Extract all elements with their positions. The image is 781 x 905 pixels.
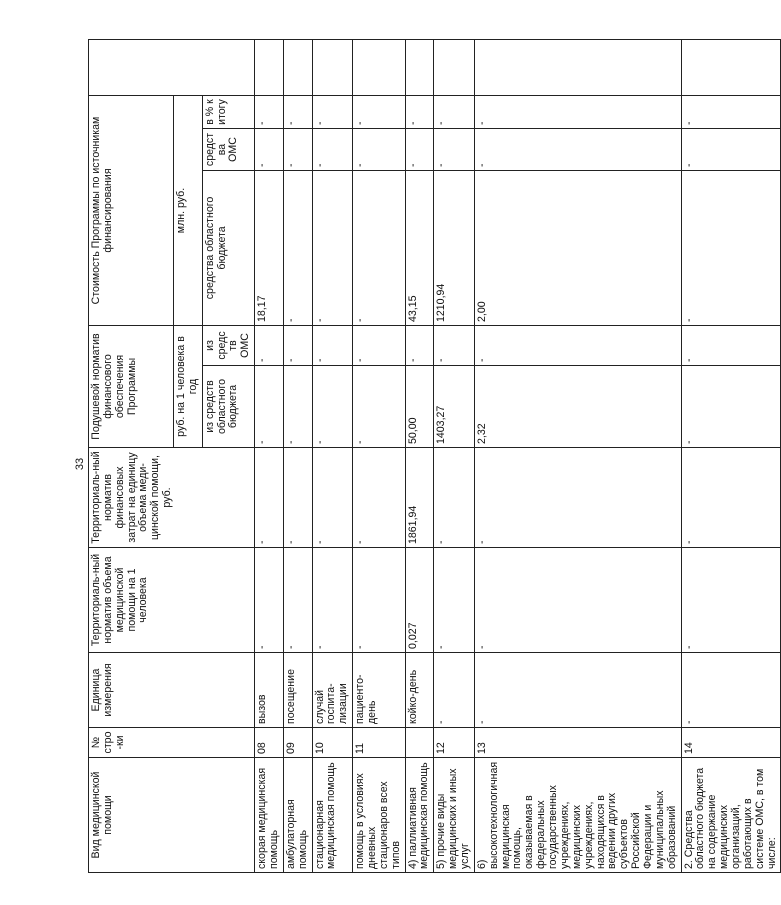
rotated-table-container	[88, 40, 778, 873]
cell-norm-volume: 0,027	[405, 548, 434, 653]
cell-cost-budget: -	[312, 171, 353, 326]
cell-row-no: 14	[681, 728, 781, 758]
cell-pc-budget: 50,00	[405, 366, 434, 448]
table-row	[474, 39, 681, 872]
table-row	[681, 39, 781, 872]
table-row	[405, 39, 434, 872]
cell-cost-oms: -	[681, 129, 781, 171]
cell-pc-oms: -	[405, 326, 434, 366]
cell-cost-oms: -	[405, 129, 434, 171]
cell-cost-budget: 18,17	[255, 171, 284, 326]
cell-spare	[434, 39, 475, 95]
cell-row-no	[405, 728, 434, 758]
cell-cost-pct: -	[312, 95, 353, 128]
cell-kind: помощь в условиях дневных стационаров всех типов	[353, 758, 405, 873]
cell-spare	[312, 39, 353, 95]
header-norm-cost: Территориаль-ный норматив финансовых затрат на единицу объема меди-цинской помощи, руб.	[89, 448, 255, 548]
header-spare	[89, 39, 255, 95]
header-kind: Вид медицинской помощи	[89, 758, 255, 873]
cell-cost-budget: -	[353, 171, 405, 326]
cell-pc-budget: 1403,27	[434, 366, 475, 448]
cell-unit: случай госпита-лизации	[312, 653, 353, 728]
cell-norm-volume: -	[353, 548, 405, 653]
cell-kind: 6) высокотехнологичная медицинская помощь, оказываемая в федеральных государственных учреждениях, медицинских учреждениях, находящихся в ведении других субъектов Российской Федерации и муниципальных образований	[474, 758, 681, 873]
cell-cost-pct: -	[681, 95, 781, 128]
cell-norm-volume: -	[283, 548, 312, 653]
cell-cost-oms: -	[474, 129, 681, 171]
table-row	[312, 39, 353, 872]
header-cost-budget: средства областного бюджета	[202, 171, 254, 326]
cell-row-no: 10	[312, 728, 353, 758]
table-row	[353, 39, 405, 872]
cell-cost-oms: -	[353, 129, 405, 171]
cell-kind: 2. Средства областного бюджета на содержание медицинских организаций, работающих в системе ОМС, в том числе:	[681, 758, 781, 873]
cell-kind: стационарная медицинская помощь	[312, 758, 353, 873]
cell-norm-cost: -	[283, 448, 312, 548]
cell-norm-cost: 1861,94	[405, 448, 434, 548]
cell-row-no: 11	[353, 728, 405, 758]
table-row	[255, 39, 284, 872]
cell-row-no: 08	[255, 728, 284, 758]
cell-pc-oms: -	[681, 326, 781, 366]
cell-pc-oms: -	[353, 326, 405, 366]
header-cost: Стоимость Программы по источникам финансирования	[89, 95, 174, 325]
program-cost-table	[88, 39, 781, 873]
cell-unit: -	[681, 653, 781, 728]
cell-cost-budget: 2,00	[474, 171, 681, 326]
cell-cost-pct: -	[255, 95, 284, 128]
cell-norm-cost: -	[474, 448, 681, 548]
header-row-no: № стро-ки	[89, 728, 255, 758]
cell-spare	[353, 39, 405, 95]
header-norm-volume: Территориаль-ный норматив объема медицинской помощи на 1 человека	[89, 548, 255, 653]
cell-norm-cost: -	[681, 448, 781, 548]
cell-unit: пациенто-день	[353, 653, 405, 728]
cell-kind: 5) прочие виды медицинских и иных услуг	[434, 758, 475, 873]
cell-pc-oms: -	[255, 326, 284, 366]
cell-norm-volume: -	[681, 548, 781, 653]
cell-pc-oms: -	[434, 326, 475, 366]
cell-pc-budget: 2,32	[474, 366, 681, 448]
cell-norm-volume: -	[434, 548, 475, 653]
cell-cost-pct: -	[434, 95, 475, 128]
cell-unit: -	[474, 653, 681, 728]
cell-unit: койко-день	[405, 653, 434, 728]
table-row	[283, 39, 312, 872]
header-per-capita: Подушевой норматив финансового обеспечения Программы	[89, 326, 174, 448]
cell-cost-budget: -	[681, 171, 781, 326]
cell-norm-volume: -	[255, 548, 284, 653]
cell-cost-budget: -	[283, 171, 312, 326]
cell-unit: посещение	[283, 653, 312, 728]
cell-cost-pct: -	[283, 95, 312, 128]
cell-cost-budget: 1210,94	[434, 171, 475, 326]
cell-cost-oms: -	[312, 129, 353, 171]
cell-norm-cost: -	[312, 448, 353, 548]
cell-pc-budget: -	[353, 366, 405, 448]
cell-kind: 4) паллиативная медицинская помощь	[405, 758, 434, 873]
cell-spare	[405, 39, 434, 95]
header-cost-oms: средства ОМС	[202, 129, 254, 171]
cell-spare	[283, 39, 312, 95]
page-number: 33	[74, 457, 86, 471]
cell-kind: скорая медицинская помощь	[255, 758, 284, 873]
cell-norm-cost: -	[353, 448, 405, 548]
cell-pc-oms: -	[474, 326, 681, 366]
header-cost-sub: млн. руб.	[174, 95, 203, 325]
cell-norm-volume: -	[312, 548, 353, 653]
cell-row-no: 12	[434, 728, 475, 758]
cell-row-no: 09	[283, 728, 312, 758]
cell-pc-budget: -	[283, 366, 312, 448]
cell-row-no: 13	[474, 728, 681, 758]
cell-cost-pct: -	[474, 95, 681, 128]
cell-pc-budget: -	[312, 366, 353, 448]
cell-unit: вызов	[255, 653, 284, 728]
cell-spare	[474, 39, 681, 95]
header-pc-oms: из средств ОМС	[202, 326, 254, 366]
cell-cost-pct: -	[353, 95, 405, 128]
cell-norm-volume: -	[474, 548, 681, 653]
header-unit: Единица измерения	[89, 653, 255, 728]
header-cost-pct: в % к итогу	[202, 95, 254, 128]
header-pc-budget: из средств областного бюджета	[202, 366, 254, 448]
cell-norm-cost: -	[255, 448, 284, 548]
cell-pc-oms: -	[283, 326, 312, 366]
cell-cost-oms: -	[283, 129, 312, 171]
cell-cost-budget: 43,15	[405, 171, 434, 326]
cell-pc-budget: -	[681, 366, 781, 448]
cell-cost-oms: -	[434, 129, 475, 171]
cell-spare	[255, 39, 284, 95]
cell-unit: -	[434, 653, 475, 728]
cell-spare	[681, 39, 781, 95]
cell-cost-oms: -	[255, 129, 284, 171]
cell-cost-pct: -	[405, 95, 434, 128]
header-per-capita-sub: руб. на 1 человека в год	[174, 326, 203, 448]
cell-kind: амбулаторная помощь	[283, 758, 312, 873]
cell-norm-cost: -	[434, 448, 475, 548]
cell-pc-budget: -	[255, 366, 284, 448]
cell-pc-oms: -	[312, 326, 353, 366]
table-row	[434, 39, 475, 872]
